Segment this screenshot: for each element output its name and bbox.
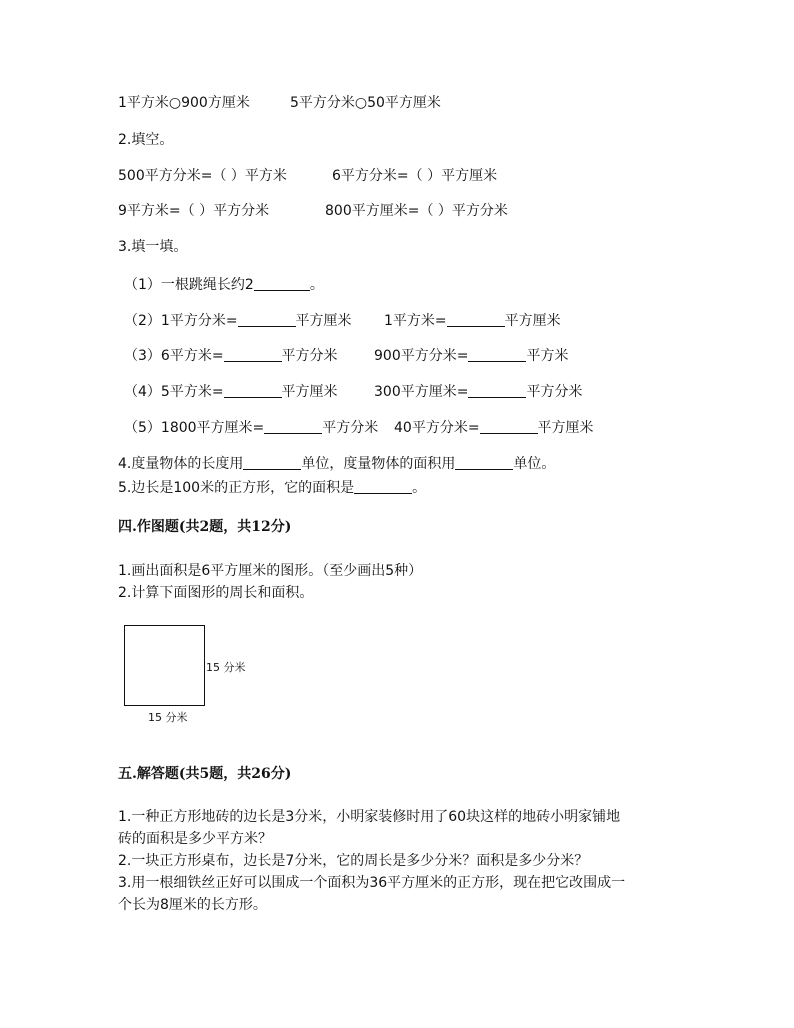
q2-row2-a: 9平方米=（ ）平方分米 xyxy=(118,203,270,219)
section-4-item-1: 1.画出面积是6平方厘米的图形。（至少画出5种） xyxy=(118,563,423,579)
section-4-heading: 四.作图题(共2题，共12分) xyxy=(118,519,292,535)
q3-l4b-suffix: 平方分米 xyxy=(526,384,583,400)
q3-line-2a xyxy=(124,312,352,330)
answer-blank[interactable] xyxy=(224,347,282,362)
q3-line-2b xyxy=(384,312,561,330)
compare-item-1: 1平方米○900方厘米 xyxy=(118,95,250,111)
section-5-problem-3-line-1: 3.用一根细铁丝正好可以围成一个面积为36平方厘米的正方形，现在把它改围成一 xyxy=(118,875,626,891)
q5-line xyxy=(118,479,426,497)
q2-row2-b: 800平方厘米=（ ）平方分米 xyxy=(325,203,508,219)
section-5-problem-1-line-2: 砖的面积是多少平方米？ xyxy=(118,831,272,847)
answer-blank[interactable] xyxy=(480,419,538,434)
q3-l2b-suffix: 平方厘米 xyxy=(504,313,561,329)
q3-l5b-suffix: 平方厘米 xyxy=(537,420,594,436)
square-side-label-bottom: 15 分米 xyxy=(148,711,188,724)
answer-blank[interactable] xyxy=(238,312,296,327)
q3-l3b-suffix: 平方米 xyxy=(526,348,569,364)
q3-l2b-prefix: 1平方米= xyxy=(384,313,447,329)
q3-l3b-prefix: 900平方分米= xyxy=(374,348,469,364)
answer-blank[interactable] xyxy=(354,479,412,494)
section-4-item-2: 2.计算下面图形的周长和面积。 xyxy=(118,585,314,601)
answer-blank[interactable] xyxy=(468,383,526,398)
q3-l2a-suffix: 平方厘米 xyxy=(295,313,352,329)
q3-l4a-suffix: 平方厘米 xyxy=(281,384,338,400)
q3-line-4a xyxy=(124,383,338,401)
q5-prefix: 5.边长是100米的正方形，它的面积是 xyxy=(118,480,355,496)
q3-line-3a xyxy=(124,347,338,365)
q2-row1-a: 500平方分米=（ ）平方米 xyxy=(118,168,287,184)
answer-blank[interactable] xyxy=(468,347,526,362)
q3-line-5a xyxy=(124,419,378,437)
section-5-heading: 五.解答题(共5题，共26分) xyxy=(118,766,292,782)
q3-line-5b xyxy=(394,419,594,437)
compare-item-2: 5平方分米○50平方厘米 xyxy=(290,95,441,111)
q3-l4a-prefix: （4）5平方米= xyxy=(124,384,224,400)
section-5-problem-2: 2.一块正方形桌布，边长是7分米，它的周长是多少分米？面积是多少分米？ xyxy=(118,853,589,869)
q4-line xyxy=(118,455,555,473)
q5-suffix: 。 xyxy=(412,480,427,496)
q3-l5b-prefix: 40平方分米= xyxy=(394,420,480,436)
square-figure xyxy=(124,625,205,706)
square-side-label-right: 15 分米 xyxy=(206,661,246,674)
q3-l5a-prefix: （5）1800平方厘米= xyxy=(124,420,265,436)
answer-blank[interactable] xyxy=(254,276,310,291)
q3-l5a-suffix: 平方分米 xyxy=(322,420,379,436)
section-5-problem-3-line-2: 个长为8厘米的长方形。 xyxy=(118,897,267,913)
q4-prefix: 4.度量物体的长度用 xyxy=(118,456,244,472)
section-5-problem-1-line-1: 1.一种正方形地砖的边长是3分米，小明家装修时用了60块这样的地砖小明家铺地 xyxy=(118,809,621,825)
q3-l2a-prefix: （2）1平方分米= xyxy=(124,313,238,329)
q3-line-4b xyxy=(374,383,582,401)
q3-l3a-prefix: （3）6平方米= xyxy=(124,348,224,364)
q3-l1-prefix: （1）一根跳绳长约2 xyxy=(124,277,254,293)
answer-blank[interactable] xyxy=(243,455,301,470)
q3-l1-suffix: 。 xyxy=(309,277,324,293)
answer-blank[interactable] xyxy=(455,455,513,470)
q2-row1-b: 6平方分米=（ ）平方厘米 xyxy=(332,168,498,184)
q3-l3a-suffix: 平方分米 xyxy=(281,348,338,364)
answer-blank[interactable] xyxy=(447,312,505,327)
answer-blank[interactable] xyxy=(264,419,322,434)
q3-l4b-prefix: 300平方厘米= xyxy=(374,384,469,400)
answer-blank[interactable] xyxy=(224,383,282,398)
q4-suffix: 单位。 xyxy=(513,456,556,472)
q2-title: 2.填空。 xyxy=(118,132,174,148)
q3-title: 3.填一填。 xyxy=(118,239,188,255)
q3-line-1 xyxy=(124,276,324,294)
q4-middle: 单位，度量物体的面积用 xyxy=(301,456,456,472)
q3-line-3b xyxy=(374,347,568,365)
